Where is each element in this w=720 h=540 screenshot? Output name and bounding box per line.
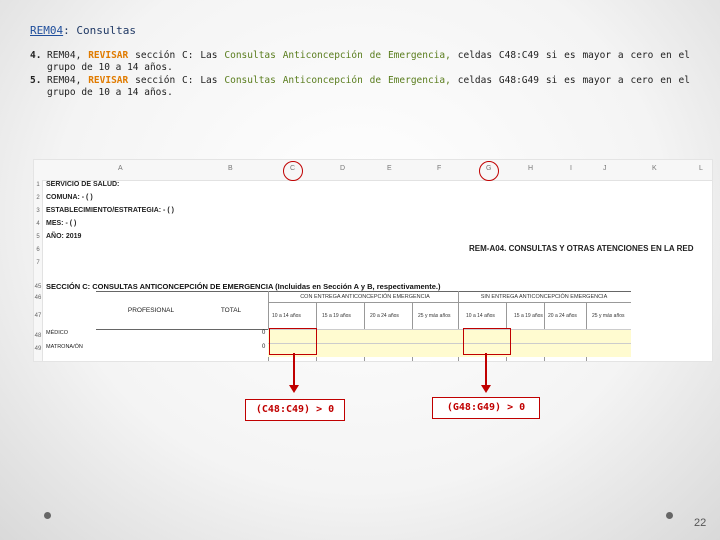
formula-box-left: (C48:C49) > 0 [245, 399, 345, 421]
highlight-box-c48-c49 [269, 328, 317, 355]
slide-title [30, 24, 136, 37]
row-number: 1 [36, 182, 40, 188]
row-number: 4 [36, 221, 40, 227]
item-action: REVISAR [88, 50, 129, 61]
list-item [30, 50, 690, 73]
header-group-con: CON ENTREGA ANTICONCEPCIÓN EMERGENCIA [300, 294, 430, 300]
age-group-label: 20 a 24 años [548, 313, 577, 319]
header-divider [268, 302, 631, 303]
column-header: L [699, 165, 703, 172]
header-group-sin: SIN ENTREGA ANTICONCEPCIÓN EMERGENCIA [480, 294, 608, 300]
item-code: REM04, [47, 75, 82, 86]
age-group-label: 15 a 19 años [322, 313, 351, 319]
arrow-line-left [293, 353, 295, 386]
header-profesional: PROFESIONAL [127, 307, 175, 314]
row-number: 7 [36, 260, 40, 266]
cell-service: SERVICIO DE SALUD: [46, 181, 120, 188]
item-code: REM04, [47, 50, 82, 61]
title-link[interactable]: REM04 [30, 24, 64, 37]
cell-comuna: COMUNA: - ( ) [46, 194, 93, 201]
item-highlight: Consultas Anticoncepción de Emergencia, [224, 75, 451, 86]
row-number: 45 [34, 284, 42, 290]
item-pre: sección C: Las [135, 50, 218, 61]
highlight-circle-c [283, 161, 303, 181]
age-group-label: 20 a 24 años [370, 313, 399, 319]
spreadsheet-screenshot [33, 159, 713, 362]
column-header-bar [34, 160, 712, 181]
column-header: I [570, 165, 572, 172]
row-total: 0 [262, 330, 266, 336]
row-total: 0 [262, 344, 266, 350]
arrow-head-left [289, 385, 299, 393]
column-header: B [228, 165, 233, 172]
row-number: 5 [36, 234, 40, 240]
row-number: 2 [36, 195, 40, 201]
column-header: D [340, 165, 346, 172]
row-number: 6 [36, 247, 40, 253]
cell-anio: AÑO: 2019 [46, 233, 82, 240]
age-group-label: 25 y más años [592, 313, 625, 319]
header-total: TOTAL [220, 307, 242, 314]
column-header: J [603, 165, 607, 172]
decorative-dot-right [666, 512, 673, 519]
table-row [268, 329, 631, 343]
rem-title: REM-A04. CONSULTAS Y OTRAS ATENCIONES EN LA RED [469, 244, 694, 253]
page-number: 22 [694, 517, 707, 529]
age-group-label: 10 a 14 años [466, 313, 495, 319]
item-action: REVISAR [88, 75, 129, 86]
age-group-label: 15 a 19 años [514, 313, 543, 319]
item-post: celdas G48:G49 si es mayor a cero en el grupo de 10 a 14 años. [47, 75, 690, 98]
row-number: 48 [34, 333, 42, 339]
column-header: E [387, 165, 392, 172]
column-header: K [652, 165, 657, 172]
column-header: G [486, 165, 492, 172]
column-header: F [437, 165, 442, 172]
item-number: 4. [30, 50, 42, 61]
row-label: MÉDICO [46, 330, 68, 336]
table-row [268, 343, 631, 357]
item-highlight: Consultas Anticoncepción de Emergencia, [224, 50, 451, 61]
formula-box-right: (G48:G49) > 0 [432, 397, 540, 419]
highlight-circle-g [479, 161, 499, 181]
column-header: C [290, 165, 296, 172]
instruction-list [30, 50, 690, 100]
age-group-label: 10 a 14 años [272, 313, 301, 319]
arrow-line-right [485, 353, 487, 386]
column-header: H [528, 165, 534, 172]
item-number: 5. [30, 75, 42, 86]
row-number: 49 [34, 346, 42, 352]
arrow-head-right [481, 385, 491, 393]
row-label: MATRONA/ÓN [46, 344, 83, 350]
section-c-title: SECCIÓN C: CONSULTAS ANTICONCEPCIÓN DE EMERGENCIA (Incluidas en Sección A y B, respectivamente.) [46, 282, 441, 291]
decorative-dot-left [44, 512, 51, 519]
row-number-bar [34, 180, 43, 361]
cell-mes: MES: - ( ) [46, 220, 77, 227]
section-c-table [46, 291, 631, 361]
row-number: 3 [36, 208, 40, 214]
highlight-box-g48-g49 [463, 328, 511, 355]
row-number: 47 [34, 313, 42, 319]
item-pre: sección C: Las [135, 75, 218, 86]
item-post: celdas C48:C49 si es mayor a cero en el grupo de 10 a 14 años. [47, 50, 690, 73]
column-header: A [118, 165, 123, 172]
title-rest: : Consultas [63, 24, 136, 37]
cell-establecimiento: ESTABLECIMIENTO/ESTRATEGIA: - ( ) [46, 207, 174, 214]
age-group-label: 25 y más años [418, 313, 451, 319]
row-number: 46 [34, 295, 42, 301]
list-item [30, 75, 690, 98]
